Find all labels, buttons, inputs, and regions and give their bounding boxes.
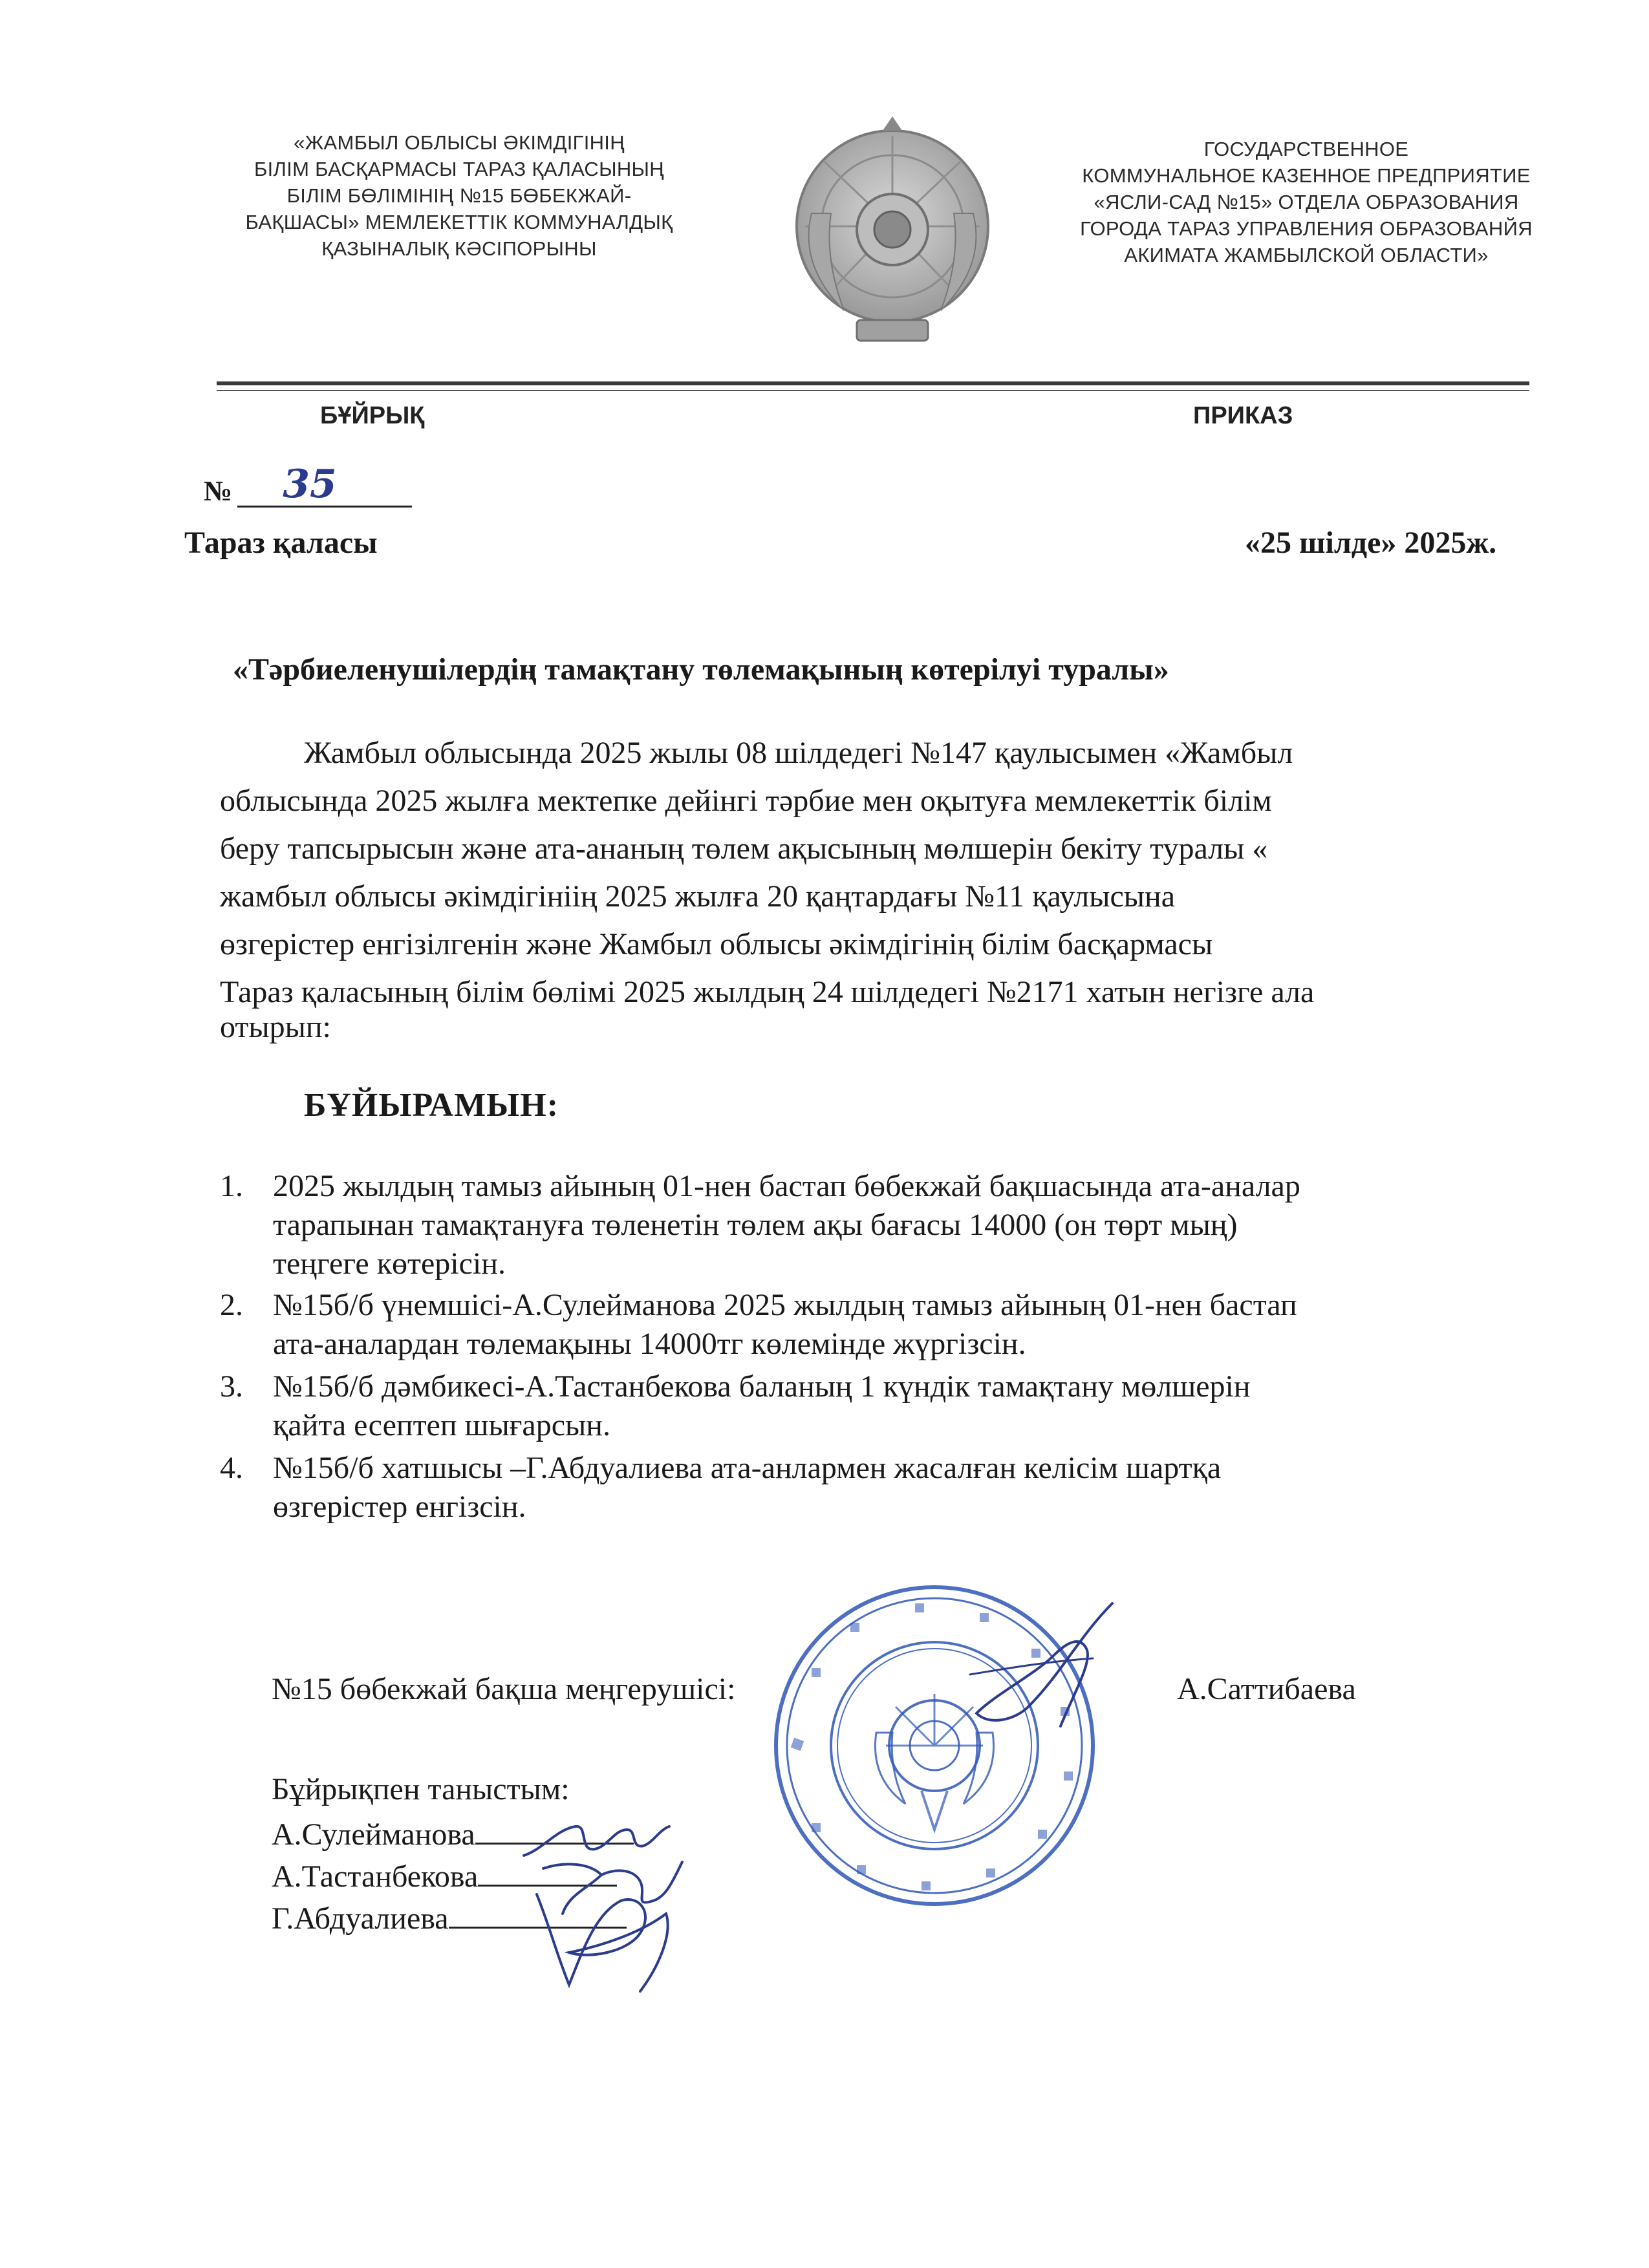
number-handwritten: 35 <box>283 462 337 507</box>
signature-abdualieva-icon <box>511 1875 698 2004</box>
list-item-number: 4. <box>220 1451 243 1485</box>
list-item-line: №15б/б хатшысы –Г.Абдуалиева ата-анлармен жасалған келісім шартқа <box>273 1451 1222 1485</box>
list-item-line: тарапынан тамақтануға төленетін төлем ақы бағасы 14000 (он төрт мың) <box>273 1208 1238 1242</box>
header-divider-thin <box>217 390 1529 391</box>
body-line: Жамбыл облысында 2025 жылы 08 шілдедегі №147 қаулысымен «Жамбыл <box>304 736 1293 770</box>
header-ru-line: ГОРОДА ТАРАЗ УПРАВЛЕНИЯ ОБРАЗОВАНЙЯ <box>1080 217 1533 240</box>
body-line: Тараз қаласының білім бөлімі 2025 жылдың 24 шілдедегі №2171 хатын негізге ала <box>220 975 1315 1009</box>
list-item-line: 2025 жылдың тамыз айының 01-нен бастап бөбекжай бақшасында ата-аналар <box>273 1169 1300 1203</box>
city: Тараз қаласы <box>184 526 378 560</box>
header-ru-line: АКИМАТА ЖАМБЫЛСКОЙ ОБЛАСТИ» <box>1124 244 1489 266</box>
header-divider <box>217 381 1529 385</box>
head-signature-icon <box>951 1597 1138 1739</box>
list-item-line: №15б/б үнемшісі-А.Сулейманова 2025 жылдың тамыз айының 01-нен бастап <box>273 1288 1297 1322</box>
header-kz-line: БІЛІМ БАСҚАРМАСЫ ТАРАЗ ҚАЛАСЫНЫҢ <box>254 158 664 180</box>
header-kz-line: ҚАЗЫНАЛЫҚ КӘСІПОРЫНЫ <box>321 237 597 260</box>
list-item-line: ата-аналардан төлемақыны 14000тг көлемінде жүргізсін. <box>273 1327 1026 1361</box>
list-item-number: 2. <box>220 1288 243 1322</box>
number-underline <box>237 462 412 508</box>
acknowledgement-name: А.Сулейманова <box>272 1817 475 1852</box>
list-item-line: теңгеге көтерісін. <box>273 1246 506 1281</box>
acknowledgement-title: Бұйрықпен таныстым: <box>272 1772 570 1806</box>
header-kz-line: «ЖАМБЫЛ ОБЛЫСЫ ӘКІМДІГІНІҢ <box>294 131 625 154</box>
body-line: отырып: <box>220 1010 331 1044</box>
document-title: «Тәрбиеленушілердің тамақтану төлемақының көтерілуі туралы» <box>233 652 1169 687</box>
body-line: беру тапсырысын және ата-ананың төлем ақысының мөлшерін бекіту туралы « <box>220 831 1268 866</box>
body-line: жамбыл облысы әкімдігініің 2025 жылға 20 қаңтардағы №11 қаулысына <box>220 879 1176 914</box>
header-ru-line: «ЯСЛИ-САД №15» ОТДЕЛА ОБРАЗОВАНИЯ <box>1094 191 1519 213</box>
acknowledgement-name: Г.Абдуалиева <box>272 1901 449 1936</box>
body-line: облысында 2025 жылға мектепке дейінгі тәрбие мен оқытуға мемлекеттік білім <box>220 784 1272 818</box>
head-name: А.Саттибаева <box>1177 1672 1356 1706</box>
doc-type-russian: ПРИКАЗ <box>1193 402 1293 429</box>
command-heading: БҰЙЫРАМЫН: <box>304 1087 559 1124</box>
header-russian <box>1041 136 1571 268</box>
header-kz-line: БІЛІМ БӨЛІМІНІҢ №15 БӨБЕКЖАЙ- <box>286 184 632 207</box>
state-emblem-icon <box>786 116 999 349</box>
header-kazakh <box>213 129 705 262</box>
body-line: өзгерістер енгізілгенін және Жамбыл облысы әкімдігінің білім басқармасы <box>220 927 1213 961</box>
list-item-number: 1. <box>220 1169 243 1203</box>
list-item-line: қайта есептеп шығарсын. <box>273 1408 610 1442</box>
list-item-line: өзгерістер енгізсін. <box>273 1490 526 1524</box>
acknowledgement-name: А.Тастанбекова <box>272 1859 479 1894</box>
header-kz-line: БАҚШАСЫ» МЕМЛЕКЕТТІК КОММУНАЛДЫҚ <box>245 211 673 233</box>
list-item-line: №15б/б дәмбикесі-А.Тастанбекова баланың 1 күндік тамақтану мөлшерін <box>273 1369 1251 1404</box>
order-number <box>204 462 412 508</box>
number-prefix: № <box>204 475 233 507</box>
header-ru-line: ГОСУДАРСТВЕННОЕ <box>1203 138 1409 160</box>
doc-type-kazakh: БҰЙРЫҚ <box>320 402 425 429</box>
document-date: «25 шілде» 2025ж. <box>1245 526 1497 560</box>
head-title: №15 бөбекжай бақша меңгерушісі: <box>272 1672 736 1706</box>
list-item-number: 3. <box>220 1369 243 1404</box>
header-ru-line: КОММУНАЛЬНОЕ КАЗЕННОЕ ПРЕДПРИЯТИЕ <box>1082 164 1531 187</box>
